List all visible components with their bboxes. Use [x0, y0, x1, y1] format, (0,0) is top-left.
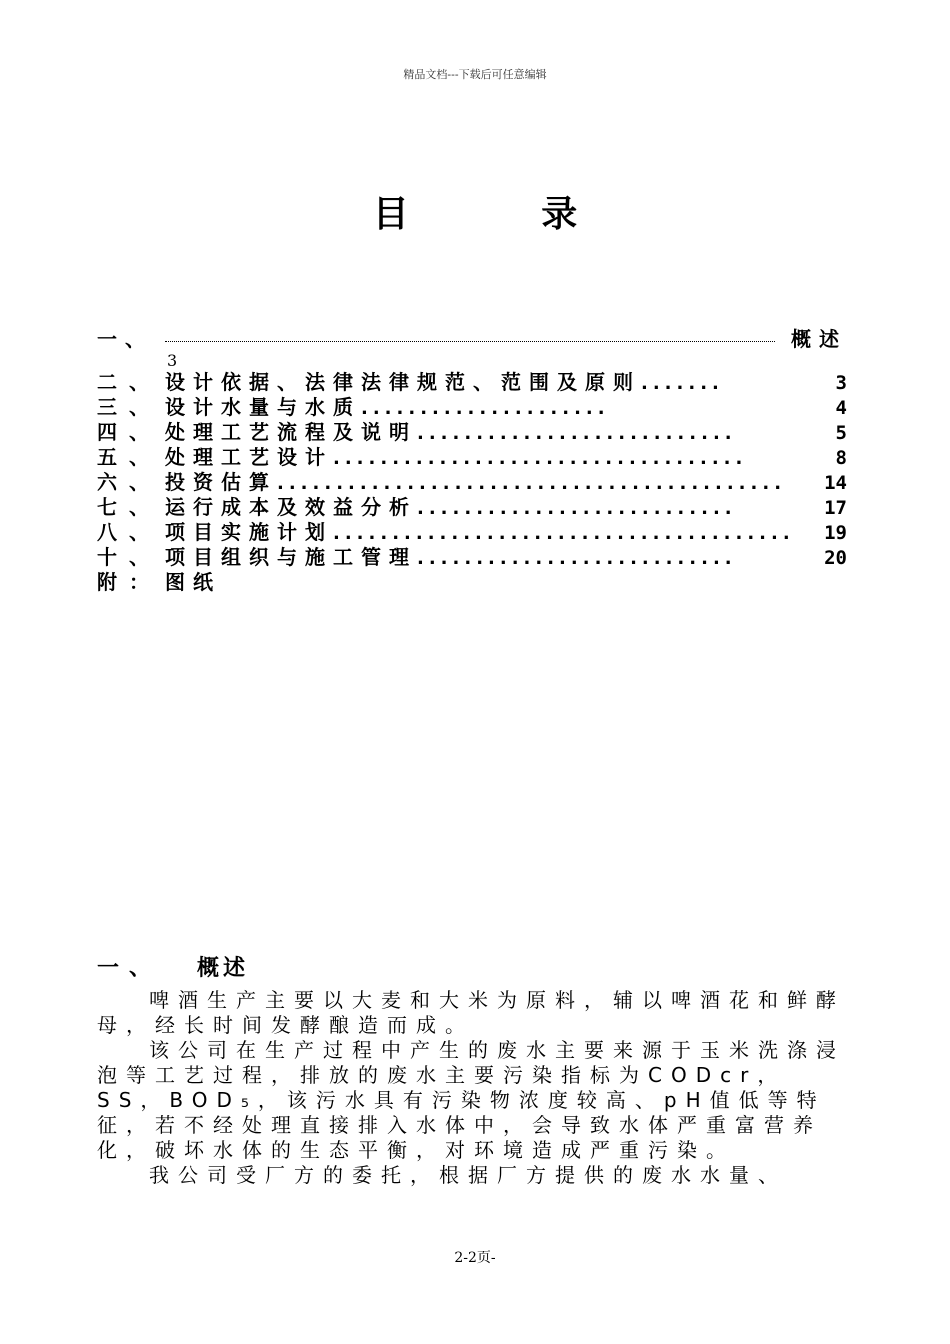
- toc-leader-dots: .......................................: [333, 523, 795, 544]
- toc-entry-3[interactable]: [97, 395, 847, 420]
- section-title: 概述: [197, 956, 250, 981]
- toc-entry-label: 项目实施计划: [165, 520, 333, 544]
- toc-title: 目 录: [372, 194, 638, 235]
- toc-entry-number: 六、: [97, 470, 161, 494]
- toc-entry-page: 20: [824, 547, 847, 569]
- toc-entry-page: 3: [835, 372, 847, 394]
- section-heading: [97, 951, 249, 982]
- toc-leader-dots: [165, 340, 775, 342]
- paragraph: 我公司受厂方的委托，根据厂方提供的废水水量、: [149, 1163, 787, 1187]
- page-footer: 2-2页-: [454, 1250, 496, 1266]
- toc-entry-label: 概述: [791, 327, 847, 351]
- toc-leader-dots: .......: [641, 373, 724, 394]
- page-header: 精品文档---下载后可任意编辑: [403, 68, 547, 81]
- toc-entry-label: 图纸: [165, 570, 221, 594]
- toc-entry-number: 十、: [97, 545, 161, 569]
- toc-entry-4[interactable]: [97, 420, 847, 445]
- toc-entry-page: 17: [824, 497, 847, 519]
- toc-entry-number: 附：: [97, 570, 161, 594]
- toc-entry-9[interactable]: [97, 545, 847, 570]
- toc-entry-label: 运行成本及效益分析: [165, 495, 417, 519]
- toc-entry-page: 4: [835, 397, 847, 419]
- toc-leader-dots: ...................................: [333, 448, 748, 469]
- toc-entry-2[interactable]: [97, 370, 847, 395]
- toc-entry-number: 一、: [97, 327, 153, 351]
- toc-entry-page: 3: [167, 351, 178, 370]
- section-number: 一、: [97, 956, 162, 981]
- toc-entry-page: 19: [824, 522, 847, 544]
- toc-entry-label: 投资估算: [165, 470, 277, 494]
- toc-entry-number: 七、: [97, 495, 161, 519]
- table-of-contents: [97, 322, 847, 595]
- toc-entry-10[interactable]: [97, 570, 847, 595]
- toc-entry-number: 八、: [97, 520, 161, 544]
- toc-entry-label: 处理工艺流程及说明: [165, 420, 417, 444]
- paragraph: 该公司在生产过程中产生的废水主要来源于玉米洗涤浸泡等工艺过程，排放的废水主要污染指标为CODcr，SS，BOD₅，该污水具有污染物浓度较高、pH值低等特征，若不经处理直接排入水体中，会导致水体严重富营养化，破坏水体的生态平衡，对环境造成严重污染。: [97, 1038, 845, 1162]
- toc-entry-page: 8: [835, 447, 847, 469]
- paragraph: 啤酒生产主要以大麦和大米为原料，辅以啤酒花和鲜酵母，经长时间发酵酿造而成。: [97, 988, 845, 1037]
- toc-entry-label: 项目组织与施工管理: [165, 545, 417, 569]
- toc-entry-5[interactable]: [97, 445, 847, 470]
- toc-entry-number: 二、: [97, 370, 161, 394]
- toc-entry-6[interactable]: [97, 470, 847, 495]
- toc-leader-dots: ...........................................: [277, 473, 787, 494]
- toc-entry-label: 设计依据、法律法律规范、范围及原则: [165, 370, 641, 394]
- toc-entry-number: 五、: [97, 445, 161, 469]
- section-body: [97, 988, 847, 1188]
- toc-leader-dots: ...........................: [417, 548, 737, 569]
- toc-entry-1[interactable]: [97, 322, 847, 352]
- toc-entry-page: 5: [835, 422, 847, 444]
- toc-entry-page: 14: [824, 472, 847, 494]
- toc-leader-dots: .....................: [361, 398, 610, 419]
- toc-entry-label: 处理工艺设计: [165, 445, 333, 469]
- toc-entry-number: 四、: [97, 420, 161, 444]
- toc-entry-8[interactable]: [97, 520, 847, 545]
- toc-entry-label: 设计水量与水质: [165, 395, 361, 419]
- toc-leader-dots: ...........................: [417, 423, 737, 444]
- toc-entry-number: 三、: [97, 395, 161, 419]
- toc-leader-dots: ...........................: [417, 498, 737, 519]
- toc-entry-7[interactable]: [97, 495, 847, 520]
